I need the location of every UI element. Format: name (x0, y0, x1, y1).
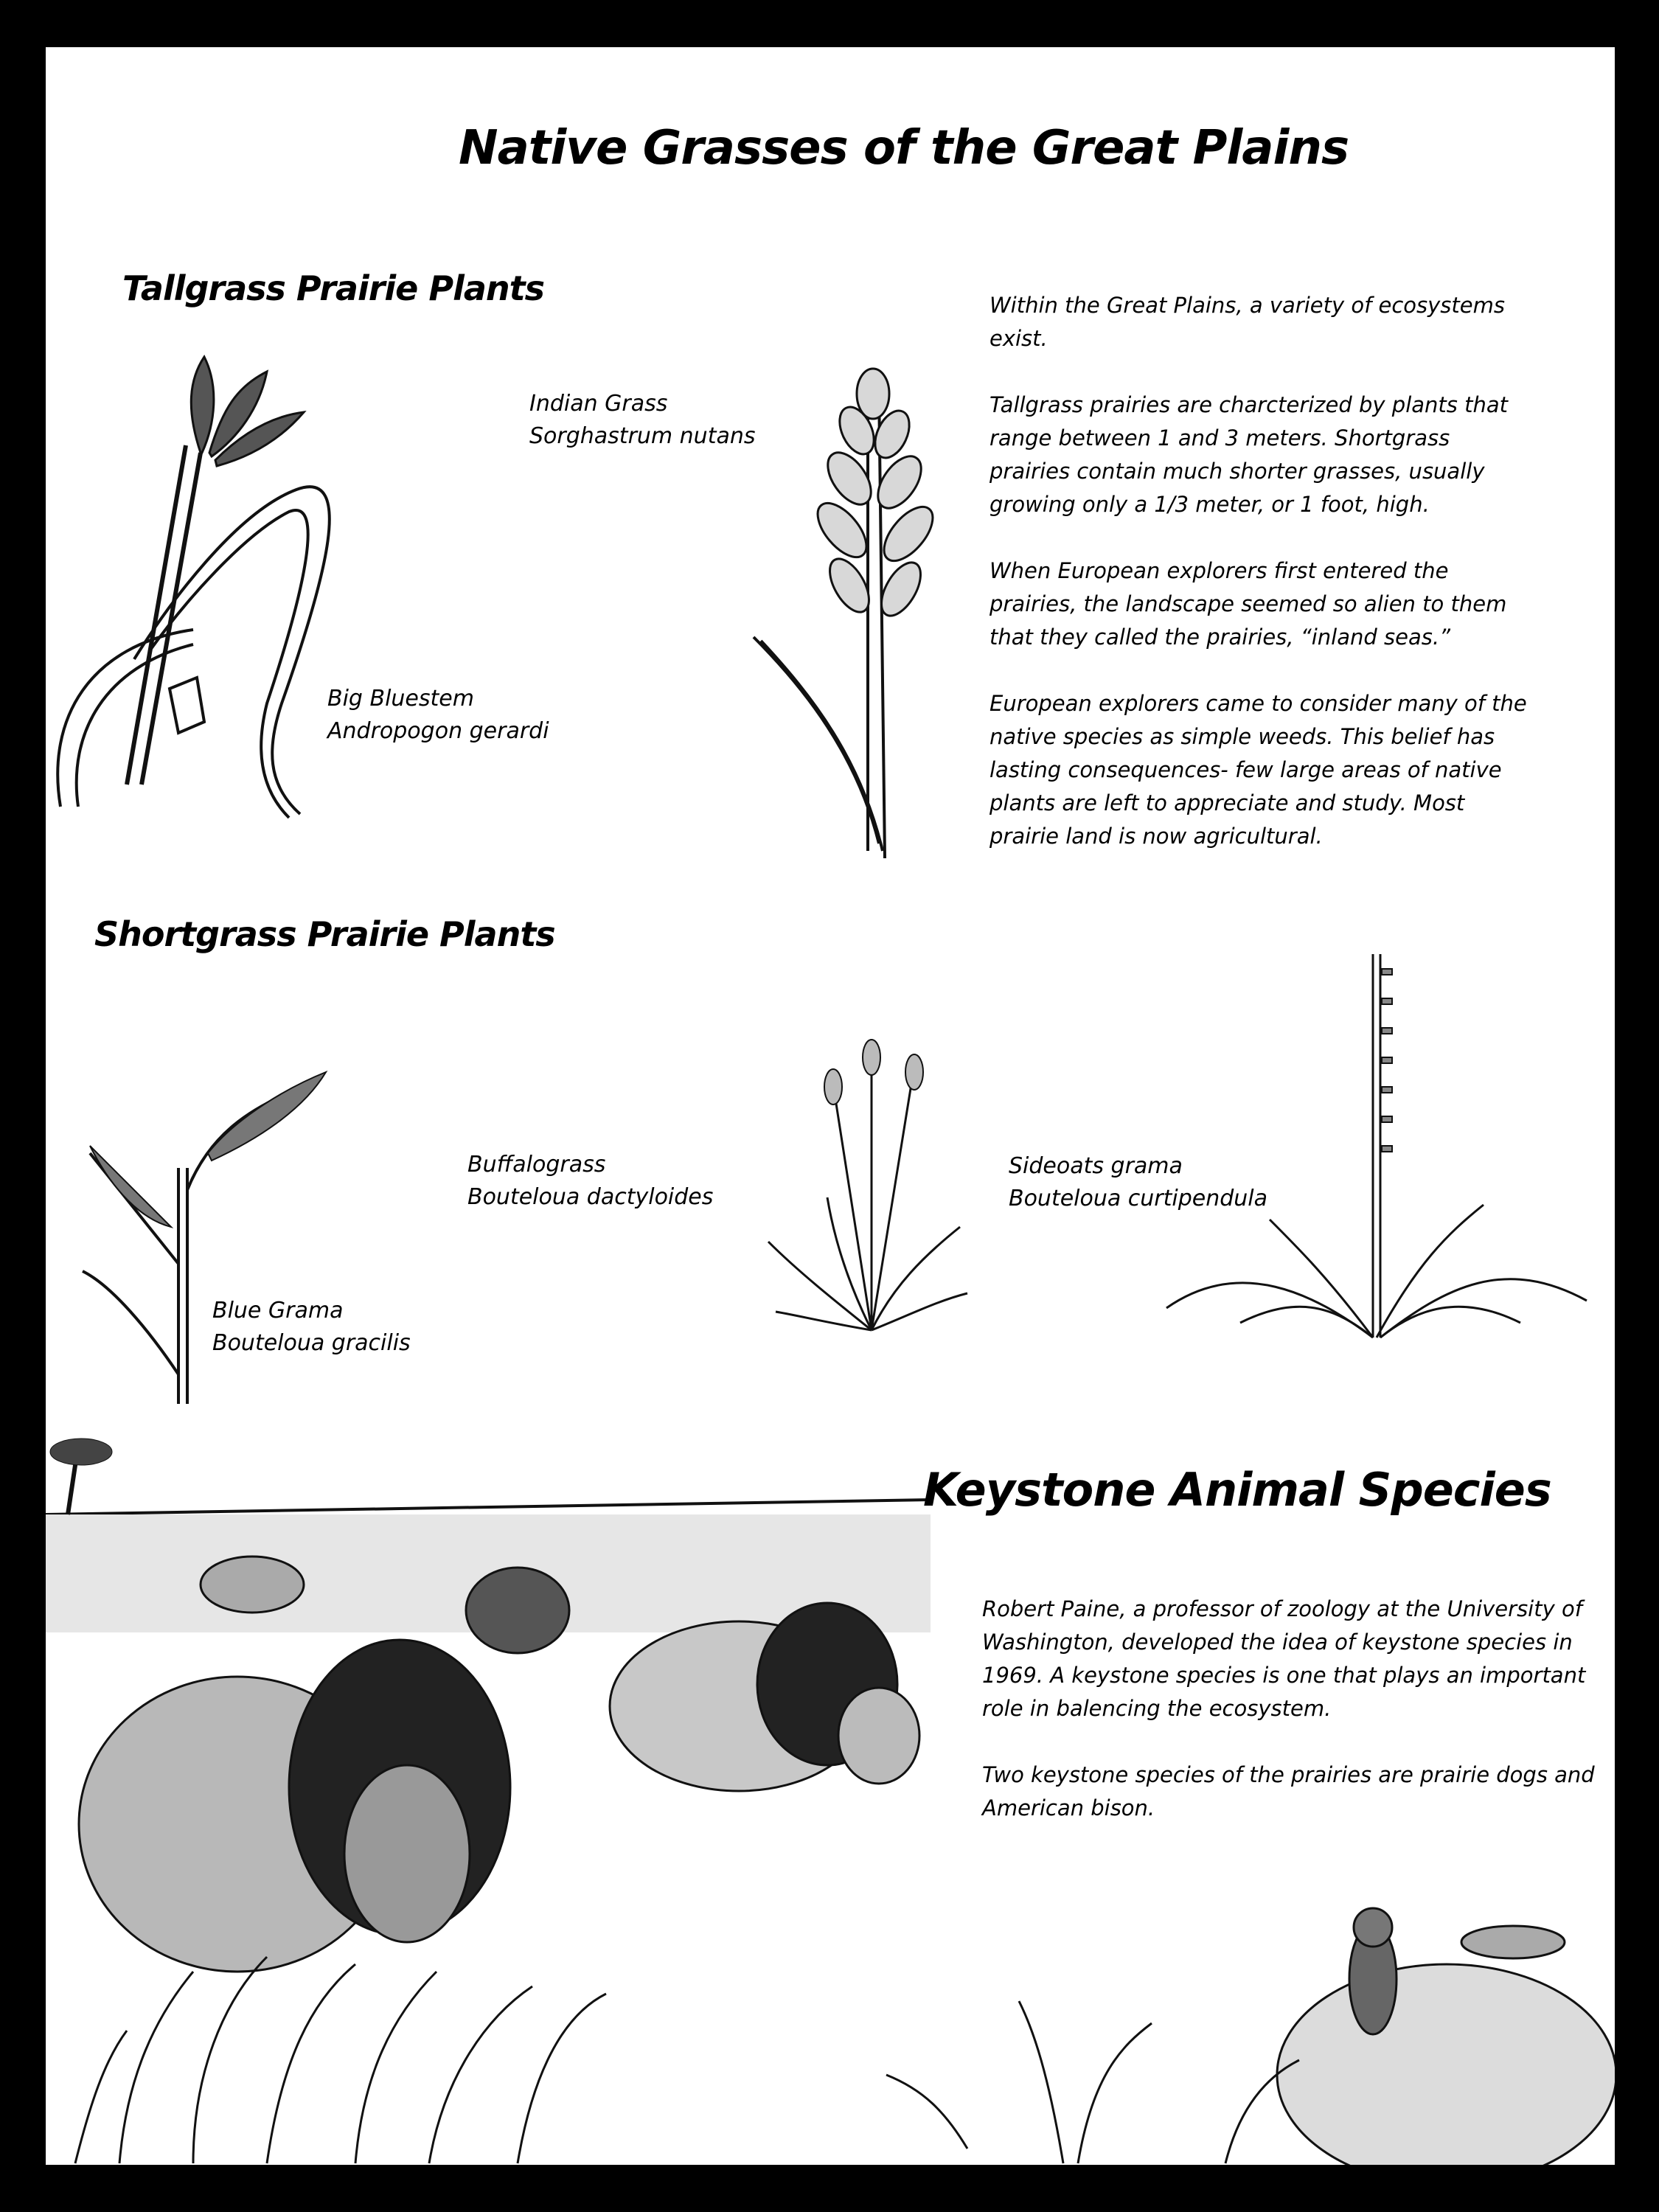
intro-line: Tallgrass prairies are charcterized by plants that (990, 392, 1508, 417)
blue-grama-scientific: Bouteloua gracilis (212, 1330, 411, 1356)
intro-line: prairie land is now agricultural. (990, 824, 1323, 849)
intro-line: native species as simple weeds. This belief has (990, 724, 1495, 749)
keystone-line: American bison. (982, 1795, 1155, 1820)
indian-grass-common: Indian Grass (529, 391, 668, 417)
intro-line: growing only a 1/3 meter, or 1 foot, high. (990, 492, 1430, 517)
keystone-heading: Keystone Animal Species (923, 1463, 1551, 1517)
prairie-dog-mound (1277, 1908, 1615, 2165)
big-bluestem-label (327, 683, 549, 748)
intro-line: plants are left to appreciate and study. Most (990, 790, 1465, 815)
intro-line: prairies, the landscape seemed so alien to them (990, 591, 1507, 616)
intro-line: lasting consequences- few large areas of native (990, 757, 1502, 782)
buffalograss-illustration (746, 1020, 982, 1345)
keystone-text (982, 1593, 1595, 1858)
page-title: Native Grasses of the Great Plains (459, 121, 1349, 175)
sideoats-grama-scientific: Bouteloua curtipendula (1009, 1186, 1268, 1211)
blue-grama-label (212, 1295, 411, 1360)
blue-grama-common: Blue Grama (212, 1298, 344, 1324)
big-bluestem-scientific: Andropogon gerardi (327, 718, 549, 744)
indian-grass-illustration (702, 342, 997, 873)
keystone-line: Robert Paine, a professor of zoology at the University of (982, 1596, 1582, 1621)
buffalograss-label (467, 1149, 713, 1214)
right-grass (886, 2001, 1299, 2163)
keystone-line: Two keystone species of the prairies are prairie dogs and (982, 1762, 1595, 1787)
keystone-line: Washington, developed the idea of keystone species in (982, 1630, 1573, 1655)
intro-line: When European explorers first entered the (990, 558, 1449, 583)
indian-grass-scientific: Sorghastrum nutans (529, 423, 756, 449)
page-frame (46, 47, 1615, 2165)
intro-text (990, 289, 1527, 886)
buffalograss-scientific: Bouteloua dactyloides (467, 1184, 714, 1210)
shortgrass-heading: Shortgrass Prairie Plants (94, 914, 555, 954)
intro-line: European explorers came to consider many of the (990, 691, 1527, 716)
keystone-line: role in balencing the ecosystem. (982, 1696, 1332, 1721)
intro-line: range between 1 and 3 meters. Shortgrass (990, 425, 1450, 451)
lone-tree (50, 1439, 112, 1514)
sideoats-grama-illustration (1152, 939, 1594, 1352)
intro-line: that they called the prairies, “inland seas.” (990, 625, 1451, 650)
buffalograss-common: Buffalograss (467, 1152, 606, 1178)
foreground-grass (75, 1957, 606, 2163)
big-bluestem-illustration (46, 335, 503, 866)
sideoats-grama-common: Sideoats grama (1009, 1153, 1183, 1179)
big-bluestem-common: Big Bluestem (327, 686, 474, 712)
intro-line: Within the Great Plains, a variety of ecosystems (990, 293, 1505, 318)
intro-line: exist. (990, 326, 1048, 351)
tallgrass-heading: Tallgrass Prairie Plants (122, 268, 545, 308)
keystone-line: 1969. A keystone species is one that plays an important (982, 1663, 1586, 1688)
intro-line: prairies contain much shorter grasses, usually (990, 459, 1485, 484)
